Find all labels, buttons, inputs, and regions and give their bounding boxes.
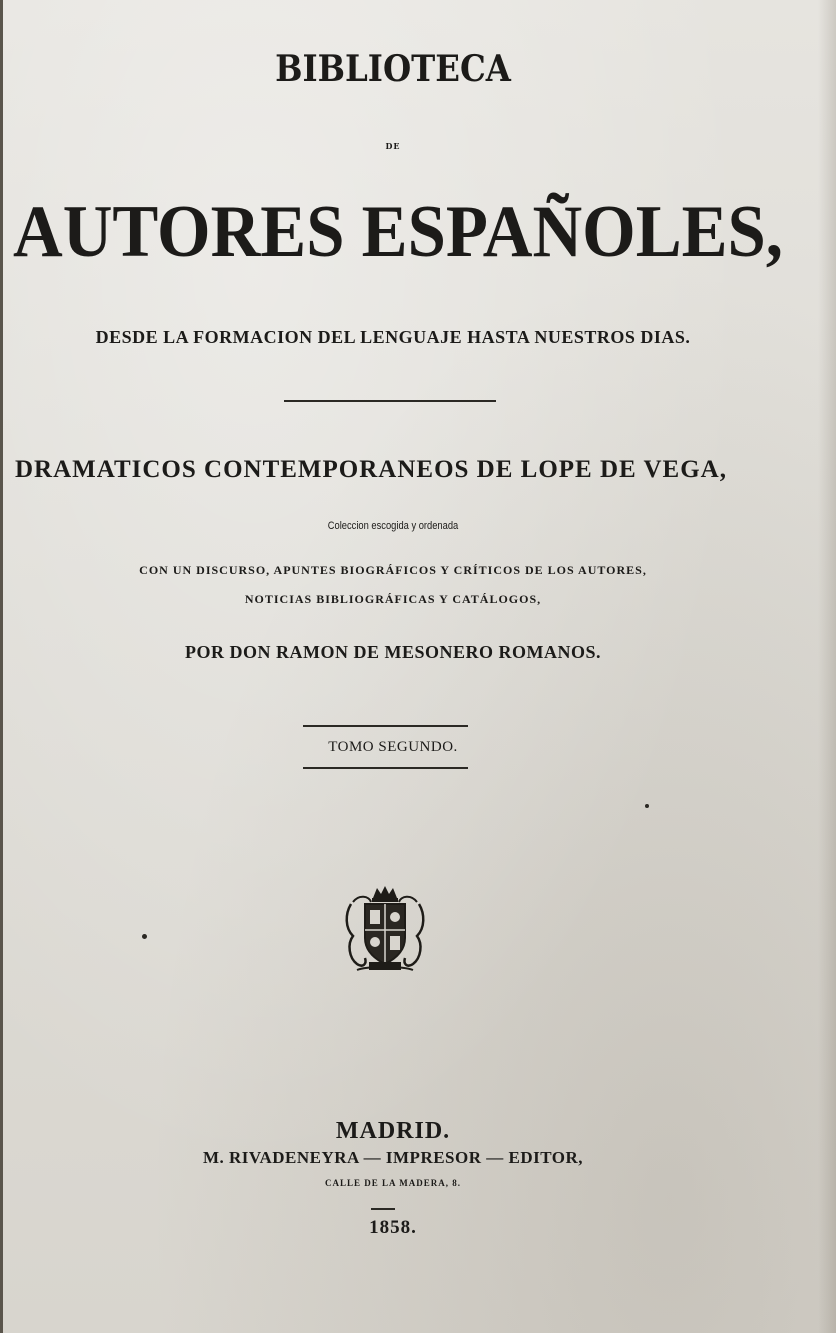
subtitle: DESDE LA FORMACION DEL LENGUAJE HASTA NUESTROS DIAS. [95, 327, 691, 347]
series-title: BIBLIOTECA [275, 48, 511, 90]
imprint-year: 1858. [369, 1217, 417, 1238]
main-title: AUTORES ESPAÑOLES, [13, 191, 783, 273]
paper-speck [142, 934, 147, 939]
contents-line-2: NOTICIAS BIBLIOGRÁFICAS Y CATÁLOGOS, [244, 592, 542, 606]
editor-line: POR DON RAMON DE MESONERO ROMANOS. [185, 642, 601, 662]
tome-label: TOMO SEGUNDO. [328, 739, 458, 755]
printer-coat-of-arms-icon [343, 884, 427, 974]
volume-title: DRAMATICOS CONTEMPORANEOS DE LOPE DE VEGA, [15, 456, 727, 483]
divider-rule [284, 400, 496, 402]
tome-rule-bottom [303, 767, 468, 769]
imprint-city: MADRID. [335, 1118, 451, 1144]
imprint-rule [371, 1208, 395, 1210]
imprint-printer: M. RIVADENEYRA — IMPRESOR — EDITOR, [202, 1148, 584, 1167]
collection-note: Coleccion escogida y ordenada [327, 520, 459, 532]
imprint-address: CALLE DE LA MADERA, 8. [324, 1178, 461, 1188]
contents-line-1: CON UN DISCURSO, APUNTES BIOGRÁFICOS Y CRÍTICOS DE LOS AUTORES, [139, 563, 647, 577]
tome-rule-top [303, 725, 468, 727]
paper-speck [645, 804, 649, 808]
title-connector: DE [385, 141, 401, 151]
